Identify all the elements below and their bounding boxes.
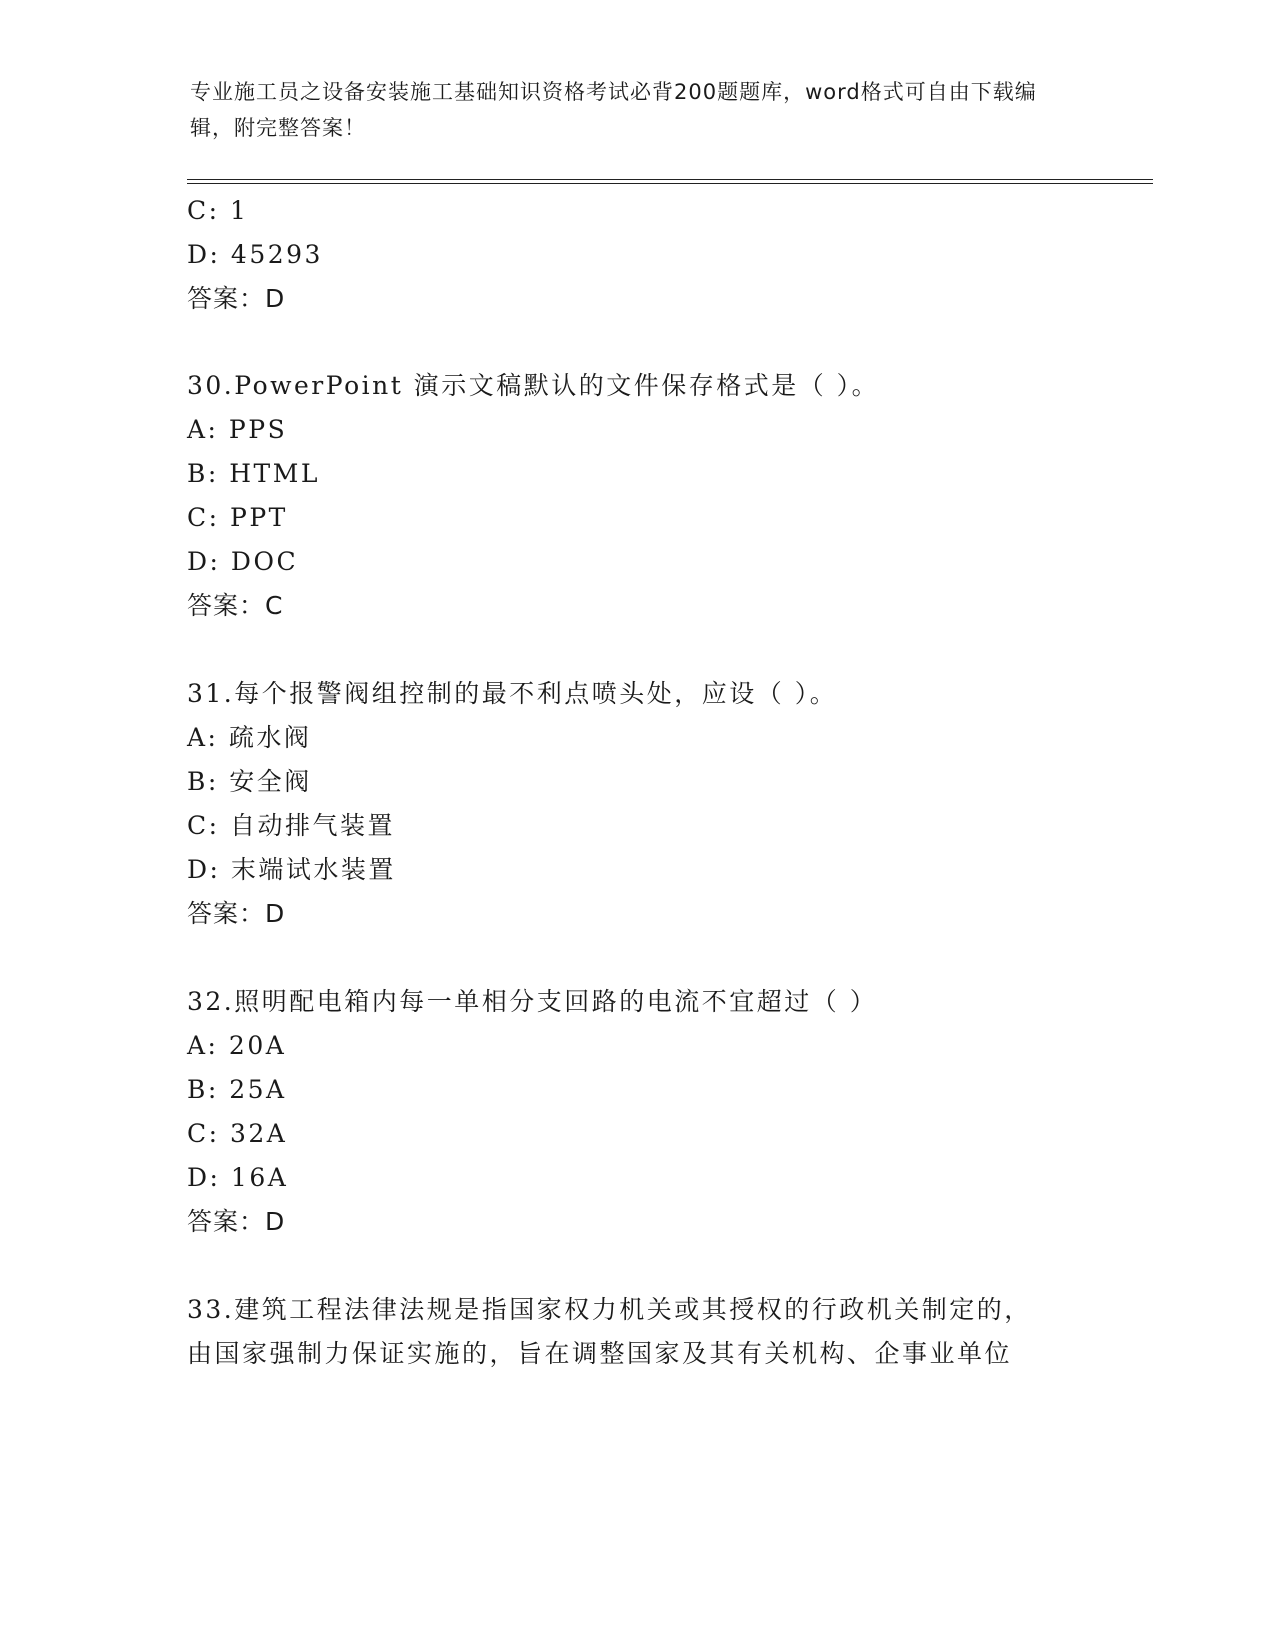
q32-answer: 答案：D (187, 1207, 286, 1236)
q31-answer: 答案：D (187, 899, 286, 928)
document-header: 专业施工员之设备安装施工基础知识资格考试必背200题题库，word格式可自由下载编辑，附完整答案！ (190, 80, 1037, 140)
q30-answer: 答案：C (187, 591, 284, 620)
q30-option-a: A: PPS (187, 415, 288, 444)
q32-option-d: D: 16A (187, 1163, 289, 1192)
q29-option-d: D: 45293 (187, 240, 323, 269)
q31-option-d: D: 末端试水装置 (187, 855, 396, 884)
q32-stem: 32.照明配电箱内每一单相分支回路的电流不宜超过（ ） (187, 987, 878, 1016)
q31-stem: 31.每个报警阀组控制的最不利点喷头处，应设（ ）。 (187, 679, 838, 708)
q30-option-d: D: DOC (187, 547, 299, 576)
q29-answer: 答案：D (187, 284, 286, 313)
q32-option-b: B: 25A (187, 1075, 287, 1104)
q29-option-c: C: 1 (187, 196, 249, 225)
q32-option-c: C: 32A (187, 1119, 288, 1148)
q31-option-c: C: 自动排气装置 (187, 811, 395, 840)
q31-option-a: A: 疏水阀 (187, 723, 312, 752)
header-rule-top (187, 179, 1153, 180)
q33-stem-line-1: 33.建筑工程法律法规是指国家权力机关或其授权的行政机关制定的， (187, 1295, 1032, 1324)
q30-option-c: C: PPT (187, 503, 288, 532)
q30-stem: 30.PowerPoint 演示文稿默认的文件保存格式是（ ）。 (187, 371, 880, 400)
q30-option-b: B: HTML (187, 459, 320, 488)
q33-stem-line-2: 由国家强制力保证实施的，旨在调整国家及其有关机构、企事业单位 (187, 1339, 1013, 1368)
q32-option-a: A: 20A (187, 1031, 287, 1060)
q31-option-b: B: 安全阀 (187, 767, 312, 796)
header-rule-bottom (187, 183, 1153, 184)
